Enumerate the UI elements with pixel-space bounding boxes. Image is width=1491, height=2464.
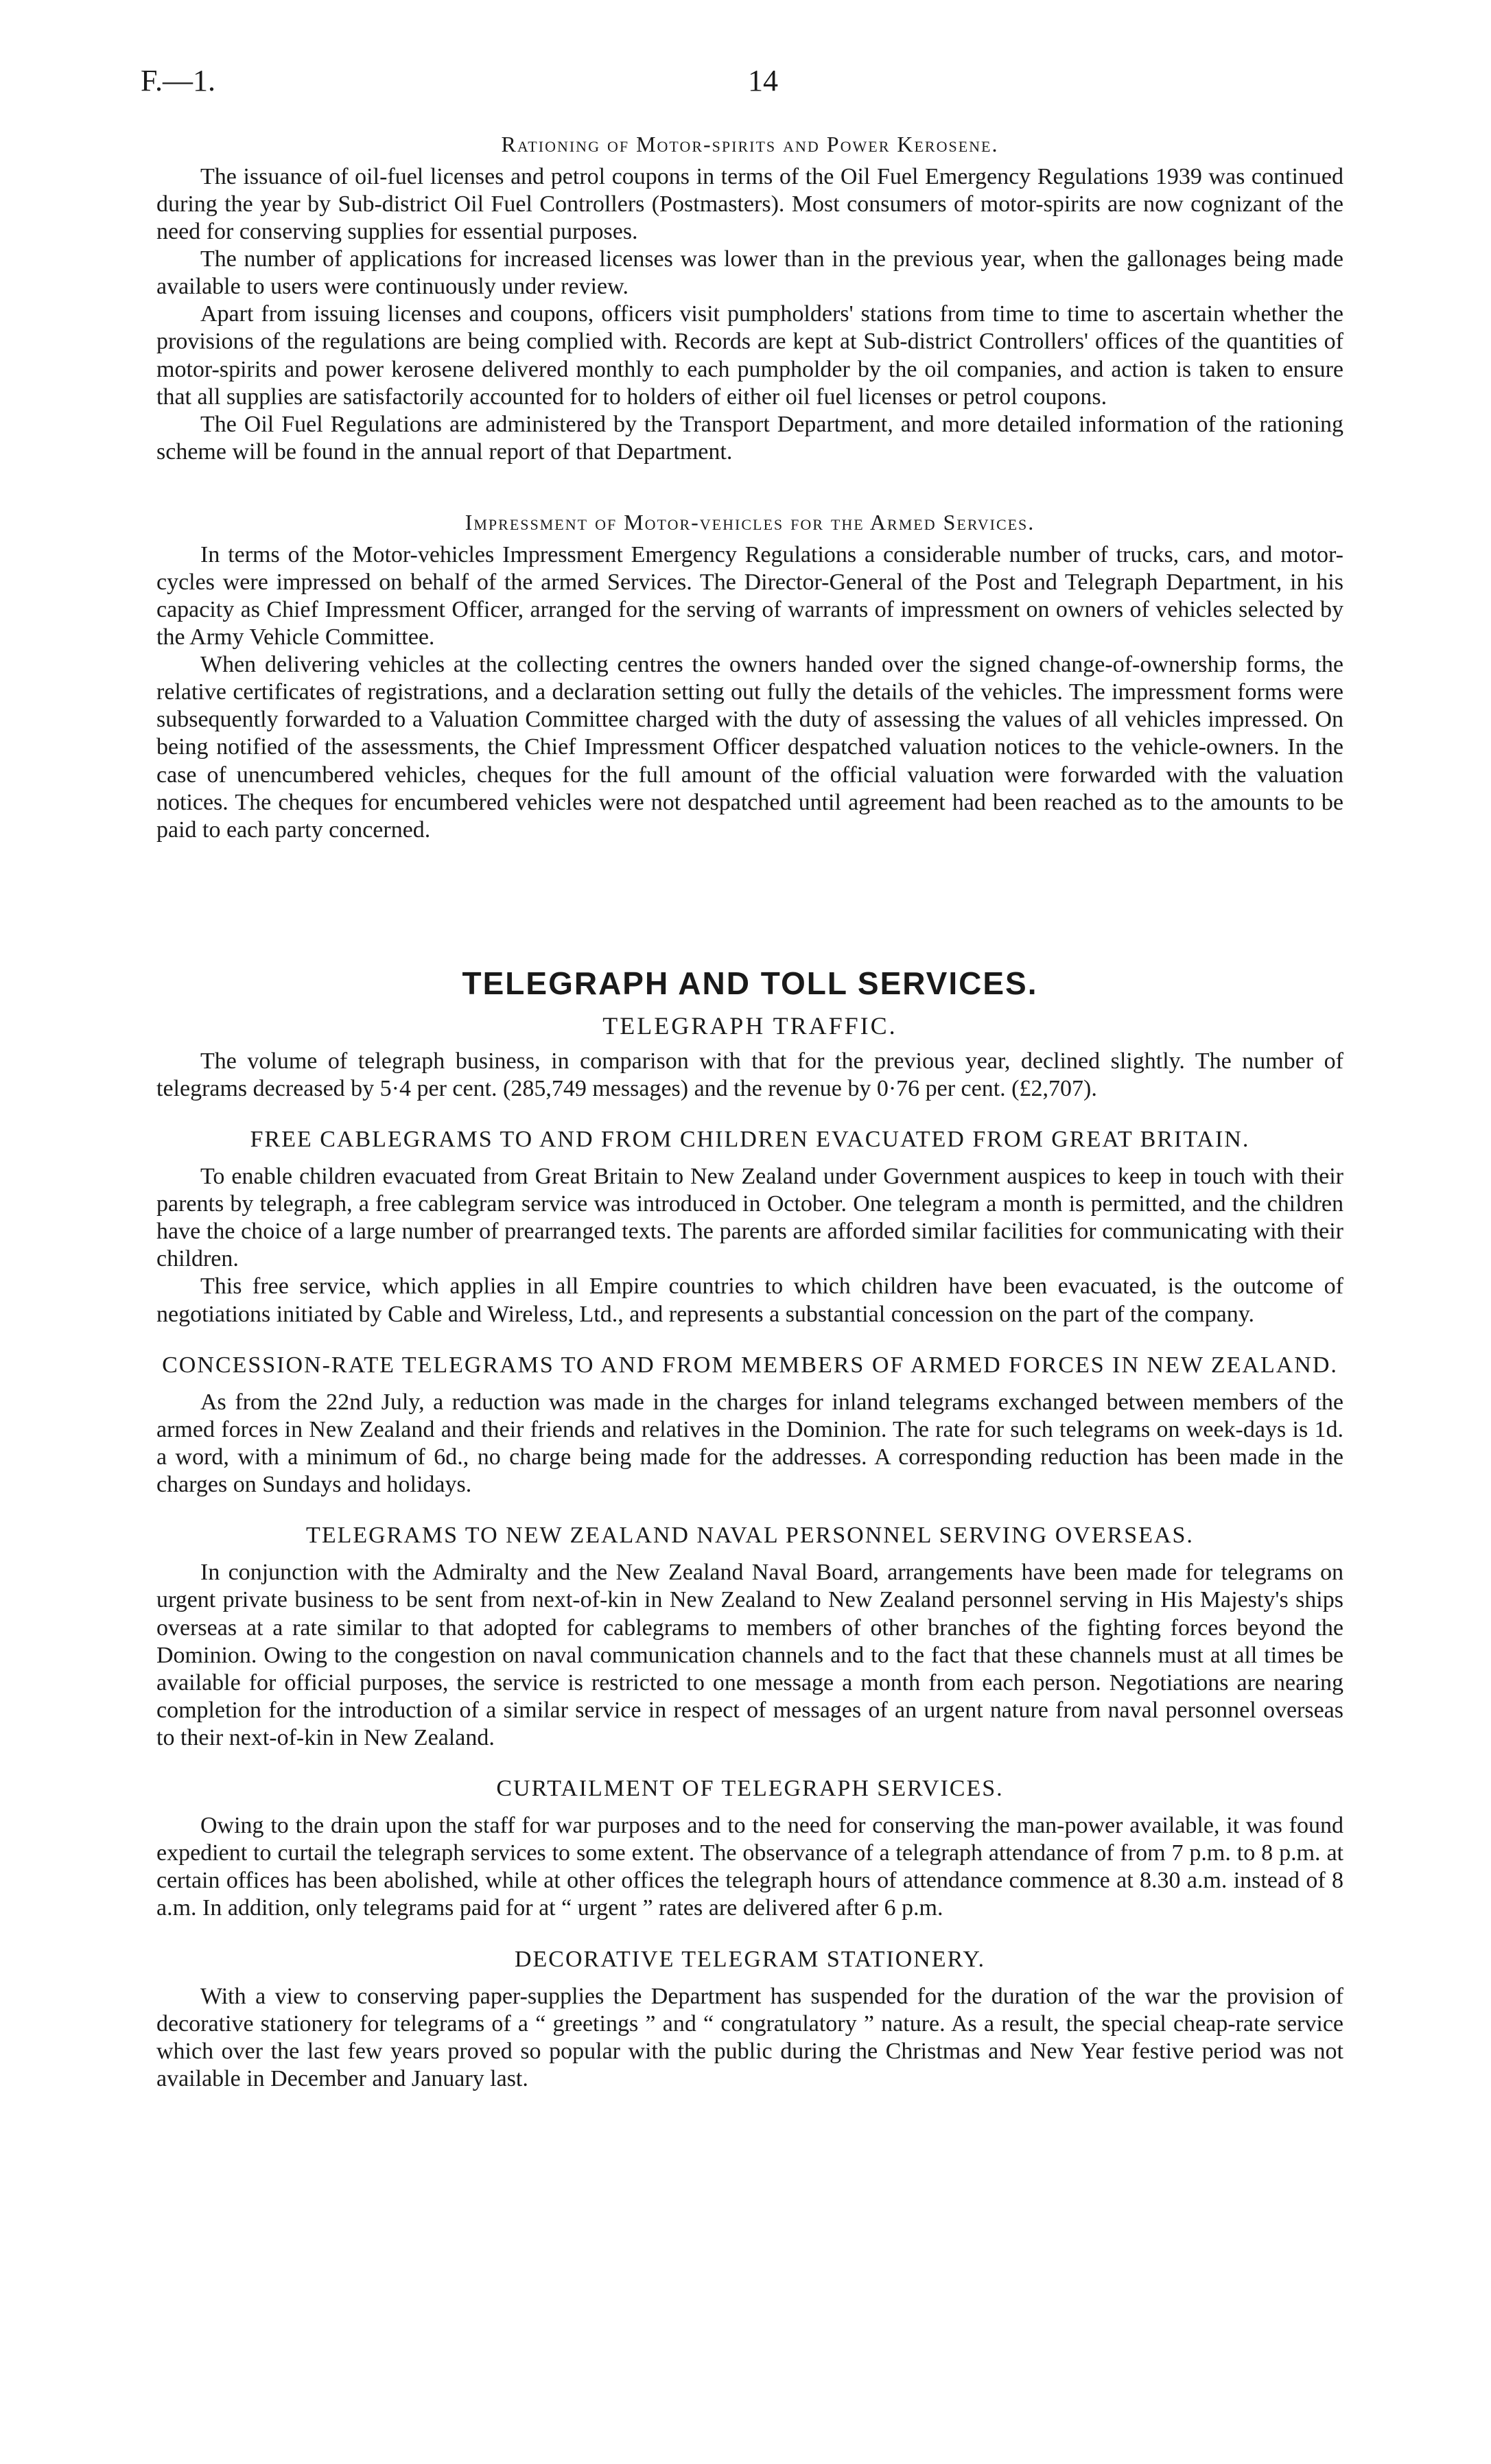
- page-number: 14: [748, 64, 778, 97]
- paragraph: In terms of the Motor-vehicles Impressment Emergency Regulations a considerable number of trucks, cars, and motor-cycles were impressed on behalf of the armed Services. The Director-General of the Post and Telegraph Department, in his capacity as Chief Impressment Officer, arranged for the serving of warrants of impressment on owners of vehicles selected by the Army Vehicle Committee.: [156, 541, 1343, 650]
- paragraph: The volume of telegraph business, in comparison with that for the previous year, declined slightly. The number of telegrams decreased by 5·4 per cent. (285,749 messages) and the revenue by 0·76 per cent. (£2,707).: [156, 1048, 1343, 1101]
- paragraph: To enable children evacuated from Great Britain to New Zealand under Government auspices to keep in touch with their parents by telegraph, a free cablegram service was introduced in October. One telegram a month is permitted, and the children have the choice of a large number of prearranged texts. The parents are afforded similar facilities for communicating with their children.: [156, 1163, 1343, 1272]
- section-heading: Impressment of Motor-vehicles for the Armed Services.: [465, 509, 1035, 535]
- subsection-heading: DECORATIVE TELEGRAM STATIONERY.: [514, 1946, 986, 1972]
- paragraph: As from the 22nd July, a reduction was made in the charges for inland telegrams exchanged between members of the armed forces in New Zealand and their friends and relatives in the Dominion. The rate for such telegrams on week-days is 1d. a word, with a minimum of 6d., no charge being made for the addresses. A corresponding reduction has been made in the charges on Sundays and holidays.: [156, 1389, 1343, 1498]
- subsection-heading: TELEGRAPH TRAFFIC.: [602, 1012, 897, 1040]
- paragraph: Apart from issuing licenses and coupons, officers visit pumpholders' stations from time to time to ascertain whether the provisions of the regulations are being complied with. Records are kept at Sub-district Controllers' offices of the quantities of motor-spirits and power kerosene delivered monthly to each pumpholder by the oil companies, and action is taken to ensure that all supplies are satisfactorily accounted for to holders of either oil fuel licenses or petrol coupons.: [156, 301, 1343, 410]
- subsection-heading: TELEGRAMS TO NEW ZEALAND NAVAL PERSONNEL SERVING OVERSEAS.: [306, 1523, 1194, 1549]
- paragraph: When delivering vehicles at the collecting centres the owners handed over the signed change-of-ownership forms, the relative certificates of registrations, and a declaration setting out fully the details of the vehicles. The impressment forms were subsequently forwarded to a Valuation Committee charged with the duty of assessing the values of all vehicles impressed. On being notified of the assessments, the Chief Impressment Officer despatched valuation notices to the vehicle-owners. In the case of unencumbered vehicles, cheques for the full amount of the official valuation were forwarded with the valuation notices. The cheques for encumbered vehicles were not despatched until agreement had been reached as to the amounts to be paid to each party concerned.: [156, 652, 1343, 843]
- paragraph: The number of applications for increased licenses was lower than in the previous year, when the gallonages being made available to users were continuously under review.: [156, 246, 1343, 300]
- page-reference: F.—1.: [141, 64, 215, 97]
- page-content: [156, 132, 1343, 2093]
- paragraph: With a view to conserving paper-supplies the Department has suspended for the duration of the war the provision of decorative stationery for telegrams of a “ greetings ” and “ congratulatory ” nature. As a result, the special cheap-rate service which over the last few years proved so popular with the public during the Christmas and New Year festive period was not available in December and January last.: [156, 1983, 1343, 2092]
- paragraph: The Oil Fuel Regulations are administered by the Transport Department, and more detailed information of the rationing scheme will be found in the annual report of that Department.: [156, 411, 1343, 465]
- paragraph: This free service, which applies in all Empire countries to which children have been evacuated, is the outcome of negotiations initiated by Cable and Wireless, Ltd., and represents a substantial concession on the part of the company.: [156, 1274, 1343, 1327]
- subsection-heading: CURTAILMENT OF TELEGRAPH SERVICES.: [496, 1776, 1004, 1802]
- paragraph: Owing to the drain upon the staff for war purposes and to the need for conserving the man-power available, it was found expedient to curtail the telegraph services to some extent. The observance of a telegraph attendance of from 7 p.m. to 8 p.m. at certain offices has been abolished, while at other offices the telegraph hours of attendance commence at 8.30 a.m. instead of 8 a.m. In addition, only telegrams paid for at “ urgent ” rates are delivered after 6 p.m.: [156, 1813, 1343, 1921]
- subsection-heading: CONCESSION-RATE TELEGRAMS TO AND FROM MEMBERS OF ARMED FORCES IN NEW ZEALAND.: [162, 1352, 1338, 1378]
- section-heading: Rationing of Motor-spirits and Power Kerosene.: [501, 132, 999, 156]
- paragraph: In conjunction with the Admiralty and the New Zealand Naval Board, arrangements have been made for telegrams on urgent private business to be sent from next-of-kin in New Zealand to New Zealand personnel serving in His Majesty's ships overseas at a rate similar to that adopted for cablegrams to members of other branches of the fighting forces beyond the Dominion. Owing to the congestion on naval communication channels and to the fact that these channels must at all times be available for official purposes, the service is restricted to one message a month from each person. Negotiations are nearing completion for the introduction of a similar service in respect of messages of an urgent nature from naval personnel overseas to their next-of-kin in New Zealand.: [156, 1560, 1343, 1750]
- major-heading: TELEGRAPH AND TOLL SERVICES.: [462, 965, 1038, 1001]
- subsection-heading: FREE CABLEGRAMS TO AND FROM CHILDREN EVACUATED FROM GREAT BRITAIN.: [250, 1126, 1250, 1152]
- paragraph: The issuance of oil-fuel licenses and petrol coupons in terms of the Oil Fuel Emergency Regulations 1939 was continued during the year by Sub-district Oil Fuel Controllers (Postmasters). Most consumers of motor-spirits are now cognizant of the need for conserving supplies for essential purposes.: [156, 163, 1343, 244]
